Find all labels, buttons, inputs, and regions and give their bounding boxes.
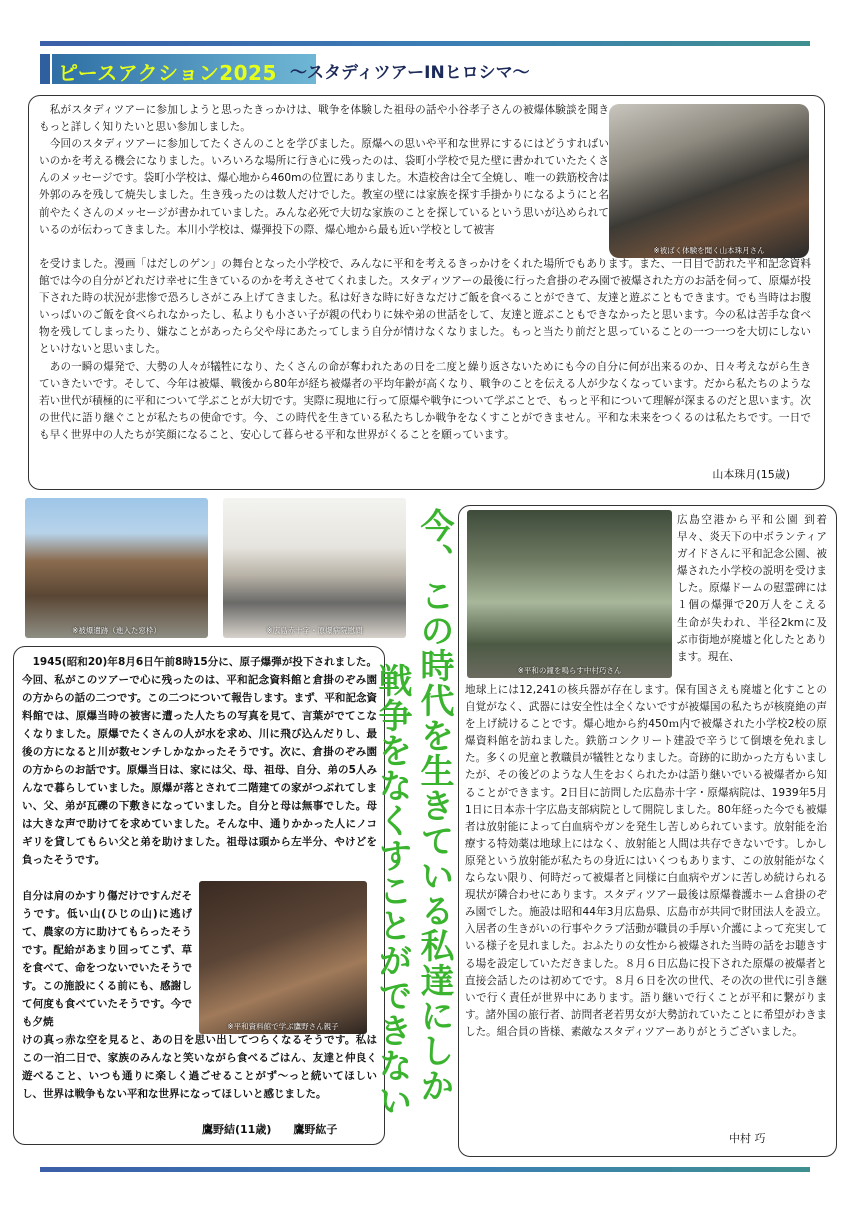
photo-takano-museum bbox=[199, 881, 367, 1034]
article-nakamura bbox=[458, 505, 837, 1157]
paragraph: 地球上には12,241の核兵器が存在します。保有国さえも廃墟と化すことの自覚がなく、武器には安全性は全くないですが被爆国の私たちが核廃絶の声を上げ続けることです。爆心地から約450ｍ内で被爆された小学校2校の原爆資料館を訪ねました。鉄筋コンクリート建設で辛うじて倒壊を免れました。多くの児童と教職員が犠牲となりました。奇跡的に助かった方もいましたが、その後どのような人生をおくられたかは語り継いでいる被爆者から知ることができます。2日目に訪問した広島赤十字・原爆病院は、1939年5月1日に日本赤十字広島支部病院として開院しました。80年経った今でも被爆者は放射能によって白血病やガンを発生し苦しめられています。放射能を治療する特効薬は地球上にはなく、放射能と人間は共存できないです。しかし原発という放射能が私たちの身近にはいくつもあります、この放射能がなくならない限り、何時だって被爆者と同様に白血病やガンに苦しめ続けられる現状が隣合わせにあります。スタディツアー最後は原爆養護ホーム倉掛のぞみ園でした。施設は昭和44年3月広島県、広島市が共同で財団法人を設立。入居者の生きがいの行事やクラブ活動が職員の手厚い介護によって充実している様子を見れました。おふたりの女性から被爆された当時の話をお聴きする場を設定していただきました。８月６日広島に投下された原爆の被爆者と直接会話したのは初めてです。８月６日を次の世代、その次の世代に引き継いで行く責任が世界中にあります。語り継いで行くことが平和に繋がります。諸外国の旅行者、訪問者老若男女が大勢訪れていたことに希望がわきました。組合員の皆様、素敵なスタディツアーありがとうございました。 bbox=[465, 684, 827, 1038]
photo-caption: ※被ばく体験を聞く山本珠月さん bbox=[653, 246, 765, 255]
article-text-lower bbox=[39, 256, 811, 444]
vertical-slogan bbox=[368, 508, 458, 1148]
slogan-line-2: 戦争をなくすことができない bbox=[372, 663, 412, 1118]
article-yamamoto bbox=[28, 95, 825, 490]
photo-peace-bell bbox=[467, 510, 672, 678]
page-subtitle: ～スタディツアーINヒロシマ～ bbox=[290, 63, 530, 83]
page-header bbox=[40, 54, 630, 84]
page-title: ピースアクション2025 bbox=[58, 61, 277, 85]
top-rule bbox=[40, 41, 810, 46]
paragraph: 今回のスタディツアーに参加してたくさんのことを学びました。原爆への思いや平和な世界にするにはどうすればいいのかを考える機会になりました。いろいろな場所に行き心に残ったのは、袋町小学校で見た壁に書かれていたたくさんのメッセージです。袋町小学校は、爆心地から460mの位置にありました。木造校舎は全て全焼し、唯一の鉄筋校舎は外郭のみを残して焼失しました。生き残ったのは数人だけでした。教室の壁には家族を探す手掛かりになるようにと名前やたくさんのメッセージが書かれていました。みんな必死で大切な家族のことを探しているという思いが込められているのが伝わってきました。本川小学校は、爆弾投下の際、爆心地から最も近い学校として被害 bbox=[39, 138, 609, 236]
author-name: 中村 巧 bbox=[729, 1132, 766, 1145]
header-accent bbox=[40, 54, 50, 84]
photo-yamamoto-listening bbox=[609, 104, 809, 258]
paragraph: 私がスタディツアーに参加しようと思ったきっかけは、戦争を体験した祖母の話や小谷孝子さんの被爆体験談を聞きもっと詳しく知りたいと思い参加しました。 bbox=[39, 104, 609, 134]
photo-caption: ※平和資料館で学ぶ鷹野さん親子 bbox=[227, 1022, 339, 1031]
author-name: 山本珠月(15歳) bbox=[712, 468, 790, 481]
photo-caption: ※平和の鐘を鳴らす中村巧さん bbox=[517, 666, 622, 675]
author-name: 鷹野結(11歳) 鷹野紘子 bbox=[202, 1123, 338, 1136]
paragraph: けの真っ赤な空を見ると、あの日を思い出してつらくなるそうです。私はこの一泊二日で、家族のみんなと笑いながら食べるごはん、友達と仲良く遊べること、いつも通りに楽しく過ごせることがず～っと続いてほしいし、世界は戦争もない平和な世界になってほしいと感じました。 bbox=[22, 1034, 377, 1100]
article-takano bbox=[13, 646, 385, 1145]
article-text-upper bbox=[39, 102, 609, 239]
bottom-rule bbox=[40, 1167, 810, 1172]
paragraph: あの一瞬の爆発で、大勢の人々が犠牲になり、たくさんの命が奪われたあの日を二度と繰り返さないためにも今の自分に何が出来るのか、日々考えながら生きていきたいです。そして、今年は被爆、戦後から80年が経ち被爆者の平均年齢が高くなり、戦争のことを伝える人が少なくなっています。だから私たちのような若い世代が積極的に平和について学ぶことが大切です。実際に現地に行って原爆や戦争について学ぶことで、もっと平和について理解が深まるのだと思います。次の世代に語り継ぐことが私たちの使命です。今、この時代を生きている私たちしか戦争をなくすことができません。平和な未来をつくるのは私たちです。一日でも早く世界中の人たちが笑顔になること、安心して暮らせる平和な世界がくることを願っています。 bbox=[39, 360, 812, 441]
paragraph: を受けました。漫画「はだしのゲン」の舞台となった小学校で、みんなに平和を考えるきっかけをくれた場所でもあります。また、一日目で訪れた平和記念資料館では今の自分がどれだけ幸せに生きているのかを考えさせてくれました。スタディツアーの最後に行った倉掛のぞみ園で被爆された方のお話を伺って、原爆が投下された時の状況が悲惨で恐ろしさがこみ上げてきました。私は好きな時に好きなだけご飯を食べることができて、友達と遊ぶこともできます。でも当時はお腹いっぱいのご飯を食べられなかったし、私よりも小さい子が親の代わりに妹や弟の世話をして、友達と遊ぶこともできなかったと思います。今の私は苦手な食べ物を残してしまったり、嫌なことがあったら父や母にあたってしまう自分が情けなくなりました。もっと当たり前だと思っていることの一つ一つを大切にしないといけないと思いました。 bbox=[39, 258, 811, 356]
slogan-line-1: 今、この時代を生きている私達にしか bbox=[414, 508, 454, 1103]
paragraph: 自分は肩のかすり傷だけですんだそうです。低い山(ひじの山)に逃げて、農家の方に助けてもらったそうです。配給があまり回ってこず、草を食べて、命をつないでいたそうです。この施設にくる前にも、感謝して何度も食べていたそうです。今でも夕焼 bbox=[22, 890, 192, 1028]
photo-caption: ※広島赤十字・原爆病院慰問 bbox=[266, 626, 363, 635]
paragraph: 広島空港から平和公園 到着早々、炎天下の中ボランティアガイドさんに平和記念公園、被爆された小学校の説明を受けました。原爆ドームの慰霊碑には１個の爆弾で20万人をこえる生命が失われ、半径2kmに及ぶ市街地が廃墟と化したとあります。現在、 bbox=[677, 514, 827, 663]
photo-ruins bbox=[25, 498, 208, 638]
photo-caption: ※被爆遺跡（進入た窓枠） bbox=[72, 626, 161, 635]
paragraph: 1945(昭和20)年8月6日午前8時15分に、原子爆弾が投下されました。今回、私がこのツアーで心に残ったのは、平和記念資料館と倉掛のぞみ園の方からの話の二つです。この二つについて報告します。まず、平和記念資料館では、原爆当時の被害に遭った人たちの写真を見て、言葉がでてこなくなりました。原爆でたくさんの人が水を求め、川に飛び込んだりし、最後の方になると川が数センチしかなかったそうです。次に、倉掛のぞみ園の方からのお話です。原爆当日は、家には父、母、祖母、自分、弟の5人みんなで暮らしていました。原爆が落とされて二階建ての家がつぶれてしまい、父、弟が瓦礫の下敷きになっていました。自分と母は無事でした。母は大きな声で助けてを求めていました。そんな中、通りかかった人にノコギリを貸してもらい父と弟を助けました。祖母は頭から左半分、やけどを負ったそうです。 bbox=[22, 656, 377, 866]
